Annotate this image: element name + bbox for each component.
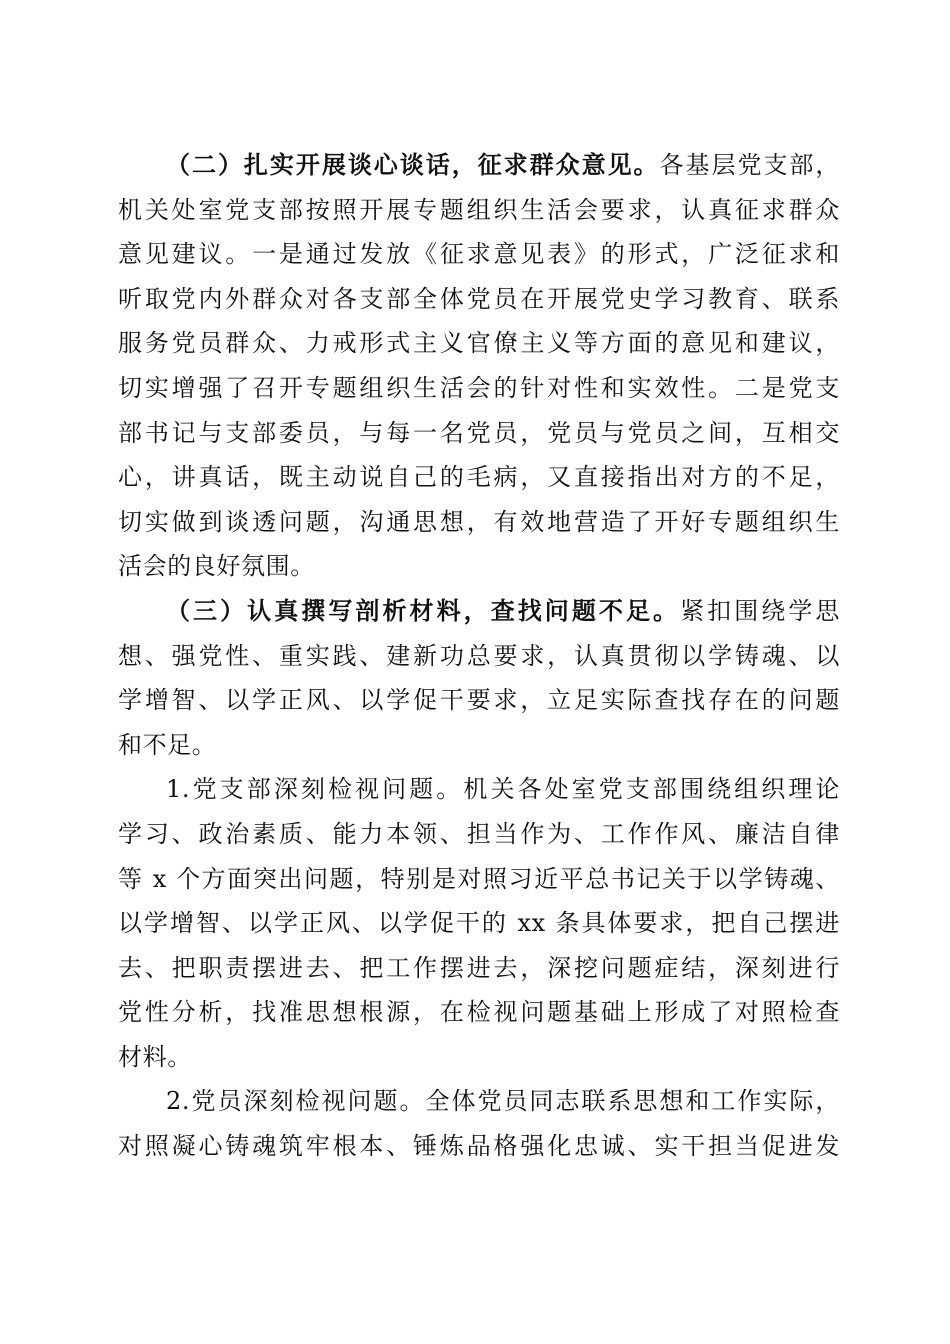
text-line: 学习、政治素质、能力本领、担当作为、工作作风、廉洁自律	[118, 819, 840, 848]
text-line: 切实增强了召开专题组织生活会的针对性和实效性。二是党支	[118, 373, 840, 402]
document-body	[118, 143, 840, 1169]
section-2-paragraph	[118, 143, 840, 589]
text-line: 心，讲真话，既主动说自己的毛病，又直接指出对方的不足，	[118, 463, 840, 492]
section-2-heading: （二）扎实开展谈心谈话，征求群众意见。	[166, 150, 660, 179]
text-line: 服务党员群众、力戒形式主义官僚主义等方面的意见和建议，	[118, 329, 840, 358]
text-line: 1.党支部深刻检视问题。机关各处室党支部围绕组织理论	[166, 775, 840, 804]
item-2-paragraph	[118, 1079, 840, 1168]
text-run: 紧扣围绕学思	[680, 596, 840, 625]
text-line: 切实做到谈透问题，沟通思想，有效地营造了开好专题组织生	[118, 507, 840, 536]
text-line: 等 x 个方面突出问题，特别是对照习近平总书记关于以学铸魂、	[118, 864, 840, 893]
text-line: 意见建议。一是通过发放《征求意见表》的形式，广泛征求和	[118, 240, 840, 269]
text-line: 想、强党性、重实践、建新功总要求，认真贯彻以学铸魂、以	[118, 641, 840, 670]
text-line: 去、把职责摆进去、把工作摆进去，深挖问题症结，深刻进行	[118, 953, 840, 982]
text-line	[118, 589, 840, 634]
text-line: 听取党内外群众对各支部全体党员在开展党史学习教育、联系	[118, 284, 840, 313]
text-line: 机关处室党支部按照开展专题组织生活会要求，认真征求群众	[118, 195, 840, 224]
text-run: 各基层党支部，	[659, 151, 841, 179]
text-line: 2.党员深刻检视问题。全体党员同志联系思想和工作实际，	[166, 1087, 840, 1116]
text-line: 以学增智、以学正风、以学促干的 xx 条具体要求，把自己摆进	[118, 909, 840, 938]
text-line	[118, 143, 840, 188]
text-line: 材料。	[118, 1042, 192, 1071]
section-3-heading: （三）认真撰写剖析材料，查找问题不足。	[166, 595, 681, 625]
item-1-paragraph	[118, 767, 840, 1079]
text-line: 党性分析，找准思想根源，在检视问题基础上形成了对照检查	[118, 998, 840, 1027]
text-line: 和不足。	[118, 730, 217, 759]
text-line: 学增智、以学正风、以学促干要求，立足实际查找存在的问题	[118, 686, 840, 715]
section-3-paragraph	[118, 589, 840, 767]
text-line: 部书记与支部委员，与每一名党员，党员与党员之间，互相交	[118, 418, 840, 447]
text-line: 活会的良好氛围。	[118, 552, 315, 581]
text-line: 对照凝心铸魂筑牢根本、锤炼品格强化忠诚、实干担当促进发	[118, 1132, 840, 1161]
